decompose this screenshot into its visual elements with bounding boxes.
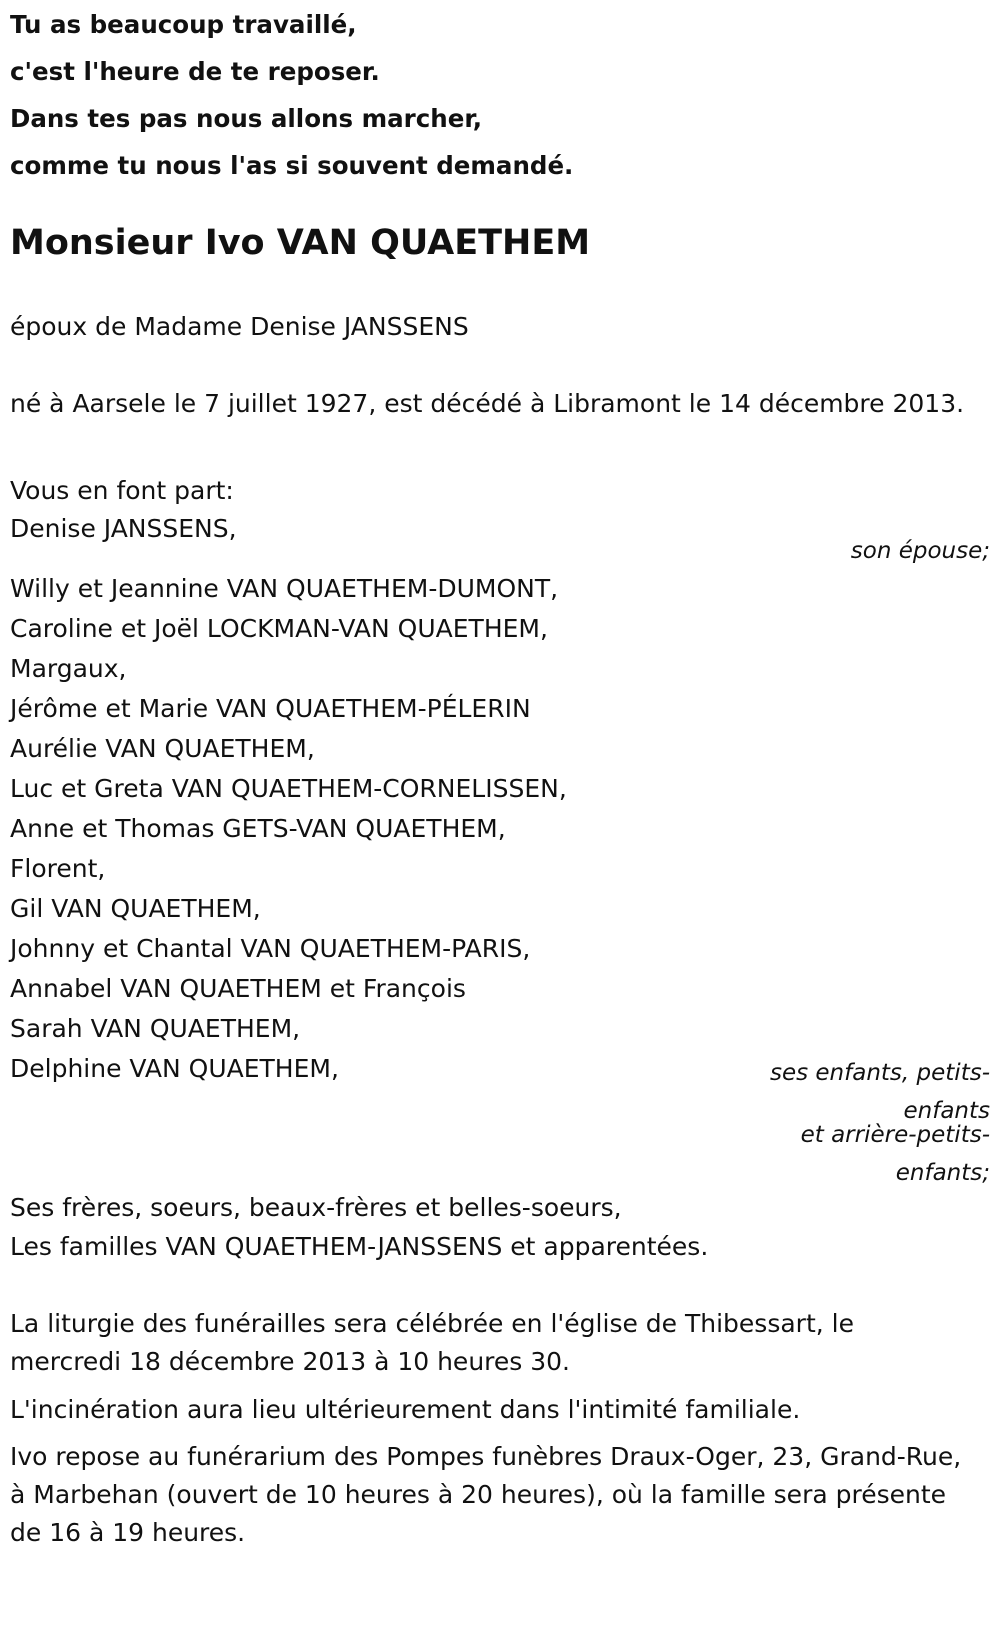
list-item: Johnny et Chantal VAN QUAETHEM-PARIS, bbox=[10, 934, 531, 963]
list-item: Willy et Jeannine VAN QUAETHEM-DUMONT, bbox=[10, 574, 559, 603]
list-item: Florent, bbox=[10, 854, 106, 883]
list-item: Caroline et Joël LOCKMAN-VAN QUAETHEM, bbox=[10, 614, 548, 643]
list-item: Gil VAN QUAETHEM, bbox=[10, 894, 261, 923]
children-list bbox=[10, 569, 567, 1089]
cremation-text: L'incinération aura lieu ultérieurement dans l'intimité familiale. bbox=[10, 1395, 801, 1424]
list-item: Anne et Thomas GETS-VAN QUAETHEM, bbox=[10, 814, 506, 843]
liturgy-text: La liturgie des funérailles sera célébrée en l'église de Thibessart, le mercredi 18 décembre 2013 à 10 heures 30. bbox=[10, 1309, 854, 1376]
announcement-intro: Vous en font part: bbox=[10, 476, 234, 505]
spouse-line: époux de Madame Denise JANSSENS bbox=[10, 312, 469, 341]
repose-text: Ivo repose au funérarium des Pompes funèbres Draux-Oger, 23, Grand-Rue, à Marbehan (ouvert de 10 heures à 20 heures), où la famille sera présente de 16 à 19 heures. bbox=[10, 1442, 962, 1547]
children-role-line-2: et arrière-petits-enfants; bbox=[800, 1122, 990, 1186]
poem-line-4: comme tu nous l'as si souvent demandé. bbox=[10, 151, 574, 180]
list-item: Margaux, bbox=[10, 654, 127, 683]
children-role-line-1: ses enfants, petits-enfants bbox=[769, 1060, 990, 1124]
list-item: Delphine VAN QUAETHEM, bbox=[10, 1054, 339, 1083]
poem-line-1: Tu as beaucoup travaillé, bbox=[10, 10, 357, 39]
birth-death-text: né à Aarsele le 7 juillet 1927, est décédé à Libramont le 14 décembre 2013. bbox=[10, 389, 965, 418]
list-item: Luc et Greta VAN QUAETHEM-CORNELISSEN, bbox=[10, 774, 567, 803]
poem-line-2: c'est l'heure de te reposer. bbox=[10, 57, 380, 86]
deceased-name: Monsieur Ivo VAN QUAETHEM bbox=[10, 223, 591, 263]
spouse-name: Denise JANSSENS, bbox=[10, 514, 237, 543]
siblings-line: Ses frères, soeurs, beaux-frères et belles-soeurs, bbox=[10, 1193, 622, 1222]
list-item: Jérôme et Marie VAN QUAETHEM-PÉLERIN bbox=[10, 694, 531, 723]
list-item: Annabel VAN QUAETHEM et François bbox=[10, 974, 466, 1003]
list-item: Aurélie VAN QUAETHEM, bbox=[10, 734, 315, 763]
list-item: Sarah VAN QUAETHEM, bbox=[10, 1014, 301, 1043]
families-line: Les familles VAN QUAETHEM-JANSSENS et apparentées. bbox=[10, 1232, 709, 1261]
poem-line-3: Dans tes pas nous allons marcher, bbox=[10, 104, 483, 133]
spouse-role: son épouse; bbox=[850, 538, 990, 564]
